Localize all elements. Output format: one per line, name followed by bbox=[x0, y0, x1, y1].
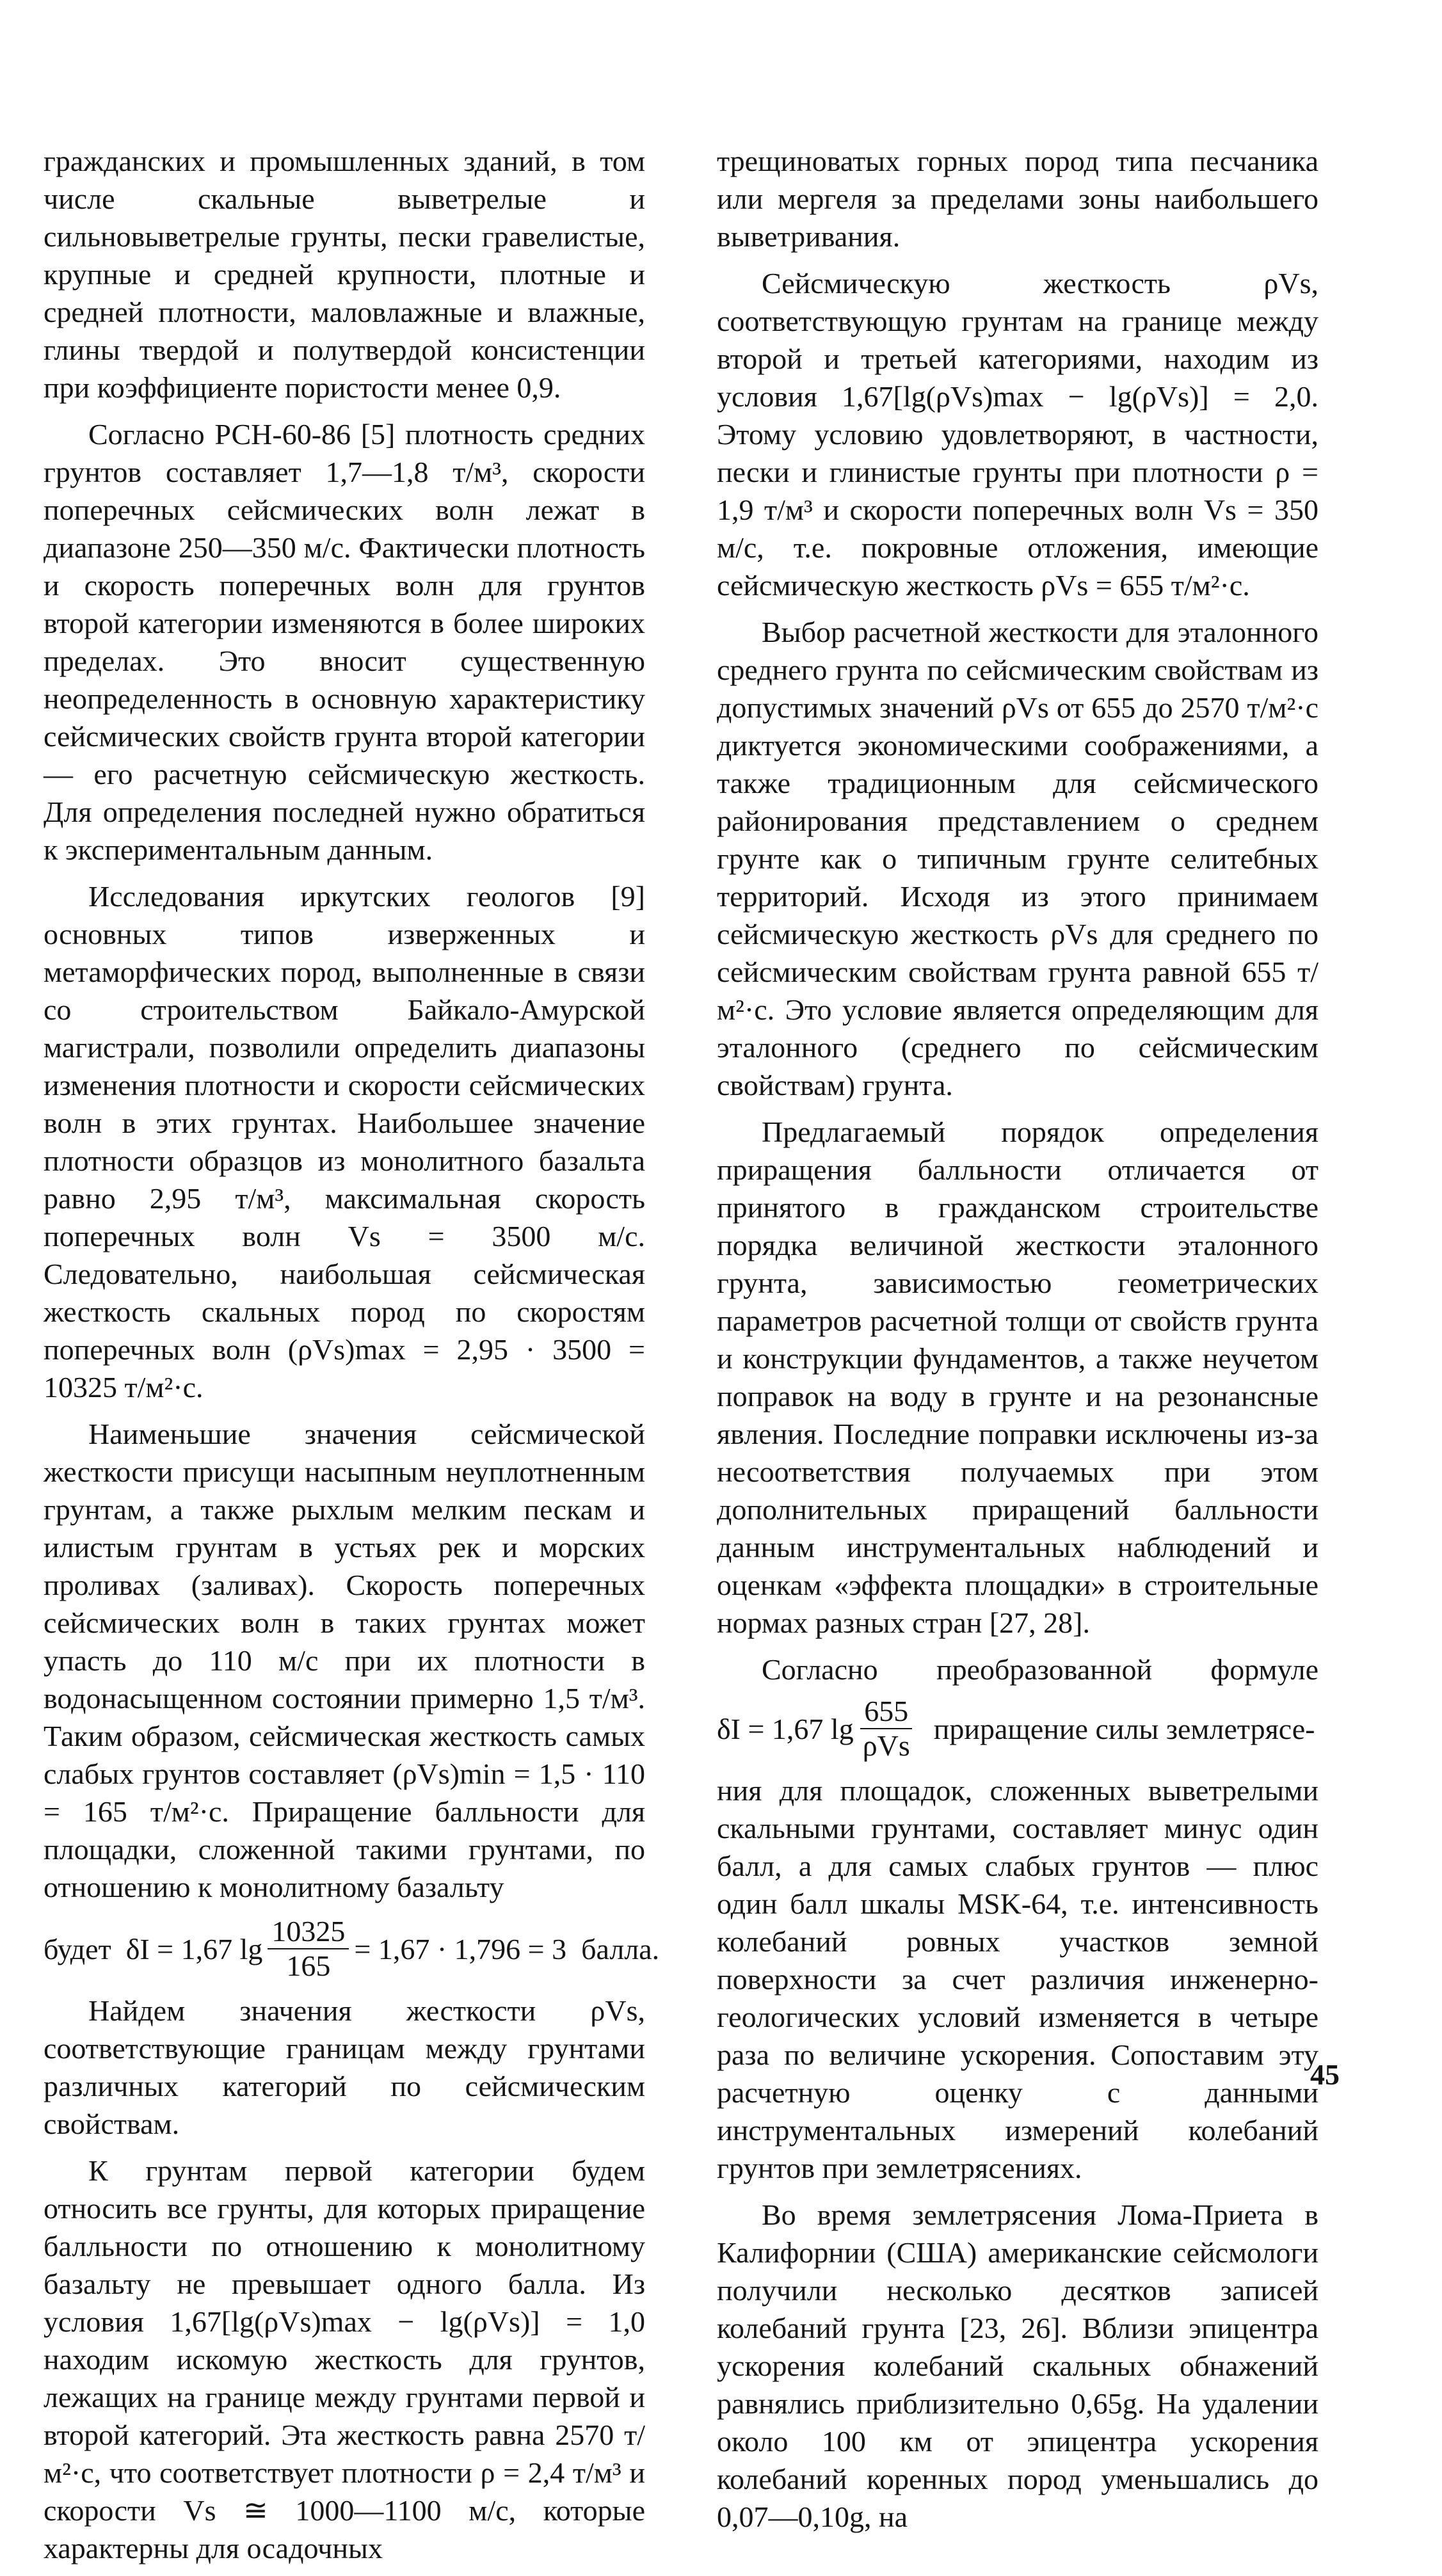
page-number: 45 bbox=[1310, 2058, 1340, 2091]
formula-rhs: = 1,67 · 1,796 = 3 bbox=[354, 1932, 567, 1965]
formula-prefix: будет bbox=[44, 1932, 111, 1965]
paragraph: Сейсмическую жесткость ρVs, соответствующую грунтам на границе между второй и третьей категориями, находим из условия 1,67[lg(ρVs)max − lg(ρVs)] = 2,0. Этому условию удовлетворяют, в частности, пески и глинистые грунты при плотности ρ = 1,9 т/м³ и скорости поперечных волн Vs = 350 м/с, т.е. покровные отложения, имеющие сейсмическую жесткость ρVs = 655 т/м²·с. bbox=[717, 267, 1318, 602]
paragraph: Во время землетрясения Лома-Приета в Калифорнии (США) американские сейсмологи получили несколько десятков записей колебаний грунта [23, 26]. Вблизи эпицентра ускорения колебаний скальных обнажений равнялись приблизительно 0,65g. На удалении около 100 км от эпицентра ускорения колебаний коренных пород уменьшались до 0,07—0,10g, на bbox=[717, 2198, 1318, 2533]
paragraph: трещиноватых горных пород типа песчаника или мергеля за пределами зоны наибольшего выветривания. bbox=[717, 145, 1318, 253]
formula-intensity bbox=[717, 1695, 1318, 1763]
paragraph: Согласно РСН-60-86 [5] плотность средних грунтов составляет 1,7—1,8 т/м³, скорости поперечных сейсмических волн лежат в диапазоне 250—350 м/с. Фактически плотность и скорость поперечных волн для грунтов второй категории изменяются в более широких пределах. Это вносит существенную неопределенность в основную характеристику сейсмических свойств грунта второй категории — его расчетную сейсмическую жесткость. Для определения последней нужно обратиться к экспериментальным данным. bbox=[44, 418, 645, 866]
fraction-denominator: 165 bbox=[286, 1949, 331, 1982]
paragraph: К грунтам первой категории будем относить все грунты, для которых приращение балльности по отношению к монолитному базальту не превышает одного балла. Из условия 1,67[lg(ρVs)max − lg(ρVs)] = 1,0 находим искомую жесткость для грунтов, лежащих на границе между грунтами первой и второй категорий. Эта жесткость равна 2570 т/м²·с, что соответствует плотности ρ = 2,4 т/м³ и скорости Vs ≅ 1000—1100 м/с, которые характерны для осадочных bbox=[44, 2154, 645, 2564]
fraction-denominator: ρVs bbox=[862, 1729, 910, 1762]
right-column bbox=[717, 142, 1318, 2545]
paragraph: ния для площадок, сложенных выветрелыми скальными грунтами, составляет минус один балл, а для самых слабых грунтов — плюс один балл шкалы MSK-64, т.е. интенсивность колебаний ровных участков земной поверхности за счет различия инженерно-геологических условий изменяется в четыре раза по величине ускорения. Сопоставим эту расчетную оценку с данными инструментальных измерений колебаний грунтов при землетрясениях. bbox=[717, 1774, 1318, 2184]
formula-suffix: балла. bbox=[581, 1932, 660, 1965]
fraction-numerator: 655 bbox=[860, 1695, 912, 1729]
paragraph: Предлагаемый порядок определения приращения балльности отличается от принятого в гражданском строительстве порядка величиной жесткости эталонного грунта, зависимостью геометрических параметров расчетной толщи от свойств грунта и конструкции фундаментов, а также неучетом поправок на воду в грунте и на резонансные явления. Последние поправки исключены из-за несоответствия получаемых при этом дополнительных приращений балльности данным инструментальных наблюдений и оценкам «эффекта площадки» в строительные нормах разных стран [27, 28]. bbox=[717, 1116, 1318, 1639]
paragraph: Найдем значения жесткости ρVs, соответствующие границам между грунтами различных категорий по сейсмическим свойствам. bbox=[44, 1994, 645, 2140]
paragraph: Согласно преобразованной формуле bbox=[762, 1653, 1318, 1686]
fraction-numerator: 10325 bbox=[268, 1915, 349, 1949]
formula-lhs: δI = 1,67 lg bbox=[717, 1712, 854, 1745]
formula-balls-increment bbox=[44, 1915, 660, 1983]
paragraph: Выбор расчетной жесткости для эталонного среднего грунта по сейсмическим свойствам из допустимых значений ρVs от 655 до 2570 т/м²·с диктуется экономическими соображениями, а также традиционным для сейсмического районирования представлением о среднем грунте как о типичным грунте селитебных территорий. Исходя из этого принимаем сейсмическую жесткость ρVs для среднего по сейсмическим свойствам грунта равной 655 т/м²·с. Это условие является определяющим для эталонного (среднего по сейсмическим свойствам) грунта. bbox=[717, 616, 1318, 1101]
paragraph: Наименьшие значения сейсмической жесткости присущи насыпным неуплотненным грунтам, а также рыхлым мелким пескам и илистым грунтам в устьях рек и морских проливах (заливах). Скорость поперечных сейсмических волн в таких грунтах может упасть до 110 м/с при их плотности в водонасыщенном состоянии примерно 1,5 т/м³. Таким образом, сейсмическая жесткость самых слабых грунтов составляет (ρVs)min = 1,5 · 110 = 165 т/м²·с. Приращение балльности для площадки, сложенной такими грунтами, по отношению к монолитному базальту bbox=[44, 1418, 645, 1903]
formula-fraction bbox=[859, 1695, 914, 1763]
left-column bbox=[44, 142, 660, 2576]
formula-fraction bbox=[268, 1915, 349, 1983]
paragraph: гражданских и промышленных зданий, в том числе скальные выветрелые и сильновыветрелые грунты, пески гравелистые, крупные и средней крупности, плотные и средней плотности, маловлажные и влажные, глины твердой и полутвердой консистенции при коэффициенте пористости менее 0,9. bbox=[44, 145, 645, 404]
formula-continuation: приращение силы землетрясе- bbox=[933, 1712, 1315, 1745]
paragraph: Исследования иркутских геологов [9] основных типов изверженных и метаморфических пород, выполненные в связи со строительством Байкало-Амурской магистрали, позволили определить диапазоны изменения плотности и скорости сейсмических волн в этих грунтах. Наибольшее значение плотности образцов из монолитного базальта равно 2,95 т/м³, максимальная скорость поперечных волн Vs = 3500 м/с. Следовательно, наибольшая сейсмическая жесткость скальных пород по скоростям поперечных волн (ρVs)max = 2,95 · 3500 = 10325 т/м²·с. bbox=[44, 880, 645, 1404]
formula-lhs: δI = 1,67 lg bbox=[125, 1932, 263, 1965]
